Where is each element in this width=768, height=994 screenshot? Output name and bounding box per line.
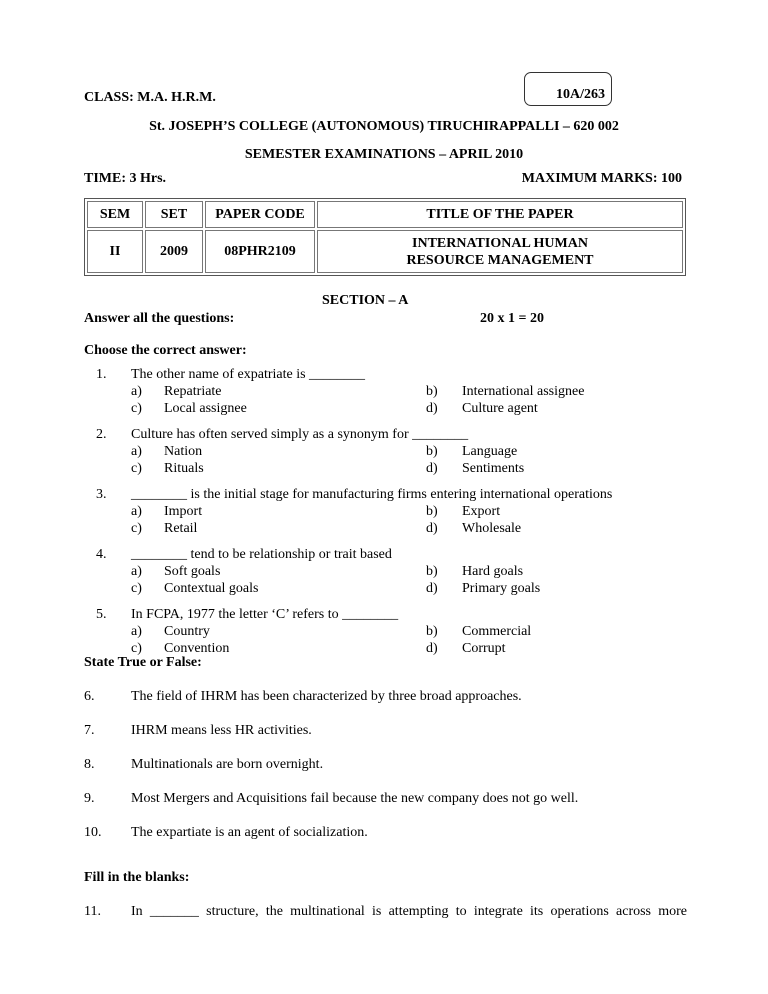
option-letter: b) [426,624,438,639]
option-letter: d) [426,581,438,596]
question-text: Multinationals are born overnight. [131,757,324,772]
option-text: Convention [164,641,230,656]
option-text: Contextual goals [164,581,259,596]
question-number: 7. [84,723,95,738]
section-marks: 20 x 1 = 20 [480,311,544,326]
exam-time: TIME: 3 Hrs. [84,171,167,186]
option-letter: c) [131,401,142,416]
question-text: ________ is the initial stage for manufacturing firms entering international operations [131,487,613,502]
section-instruction: Answer all the questions: [84,311,235,326]
question-text: In _______ structure, the multinational is attempting to integrate its operations across more [131,904,687,919]
option-letter: a) [131,384,142,399]
option-text: Hard goals [462,564,524,579]
option-text: Commercial [462,624,532,639]
option-letter: a) [131,564,142,579]
option-letter: c) [131,521,142,536]
question-text: The field of IHRM has been characterized by three broad approaches. [131,689,522,704]
option-text: Repatriate [164,384,222,399]
table-header-row [87,201,683,228]
fill-heading: Fill in the blanks: [84,870,190,885]
option-text: Retail [164,521,198,536]
question-text: The expartiate is an agent of socialization. [131,825,368,840]
option-letter: b) [426,384,438,399]
option-text: Language [462,444,518,459]
question-number: 2. [96,427,107,442]
option-text: Wholesale [462,521,522,536]
question-number: 1. [96,367,107,382]
option-letter: d) [426,461,438,476]
exam-title: SEMESTER EXAMINATIONS – APRIL 2010 [244,147,524,162]
question-text: Culture has often served simply as a synonym for ________ [131,427,469,442]
table-header-cell: PAPER CODE [205,201,315,228]
question-number: 11. [84,904,101,919]
question-text: IHRM means less HR activities. [131,723,312,738]
option-text: Soft goals [164,564,221,579]
table-cell: II [87,230,143,273]
option-text: Culture agent [462,401,538,416]
mcq-heading: Choose the correct answer: [84,343,247,358]
question-number: 10. [84,825,102,840]
question-text: Most Mergers and Acquisitions fail because the new company does not go well. [131,791,579,806]
table-header-cell: TITLE OF THE PAPER [317,201,683,228]
table-row [87,230,683,273]
paper-info-table [84,198,686,276]
question-text: In FCPA, 1977 the letter ‘C’ refers to ________ [131,607,399,622]
paper-code-box [524,72,612,106]
option-letter: b) [426,444,438,459]
question-text: ________ tend to be relationship or trait based [131,547,392,562]
question-number: 5. [96,607,107,622]
option-text: Nation [164,444,203,459]
option-letter: a) [131,504,142,519]
table-cell: 08PHR2109 [205,230,315,273]
option-letter: b) [426,504,438,519]
option-letter: c) [131,461,142,476]
option-text: Country [164,624,210,639]
option-letter: a) [131,624,142,639]
paper-code: 10A/263 [556,87,605,102]
section-title: SECTION – A [322,293,409,308]
question-number: 8. [84,757,95,772]
question-number: 3. [96,487,107,502]
option-text: Primary goals [462,581,541,596]
question-number: 9. [84,791,95,806]
table-cell: 2009 [145,230,203,273]
option-letter: a) [131,444,142,459]
tf-heading: State True or False: [84,655,202,670]
option-letter: b) [426,564,438,579]
option-letter: c) [131,581,142,596]
option-text: Local assignee [164,401,247,416]
table-cell: INTERNATIONAL HUMAN RESOURCE MANAGEMENT [317,230,683,273]
question-number: 6. [84,689,95,704]
option-letter: d) [426,641,438,656]
option-text: Corrupt [462,641,506,656]
table-header-cell: SET [145,201,203,228]
option-text: Rituals [164,461,204,476]
table-header-cell: SEM [87,201,143,228]
maximum-marks: MAXIMUM MARKS: 100 [521,171,682,186]
question-number: 4. [96,547,107,562]
option-text: International assignee [462,384,585,399]
option-letter: d) [426,521,438,536]
class-label: CLASS: M.A. H.R.M. [84,90,216,105]
option-letter: c) [131,641,142,656]
college-name: St. JOSEPH’S COLLEGE (AUTONOMOUS) TIRUCHIRAPPALLI – 620 002 [149,119,619,134]
question-text: The other name of expatriate is ________ [131,367,366,382]
option-text: Import [164,504,203,519]
option-letter: d) [426,401,438,416]
option-text: Sentiments [462,461,525,476]
option-text: Export [462,504,501,519]
